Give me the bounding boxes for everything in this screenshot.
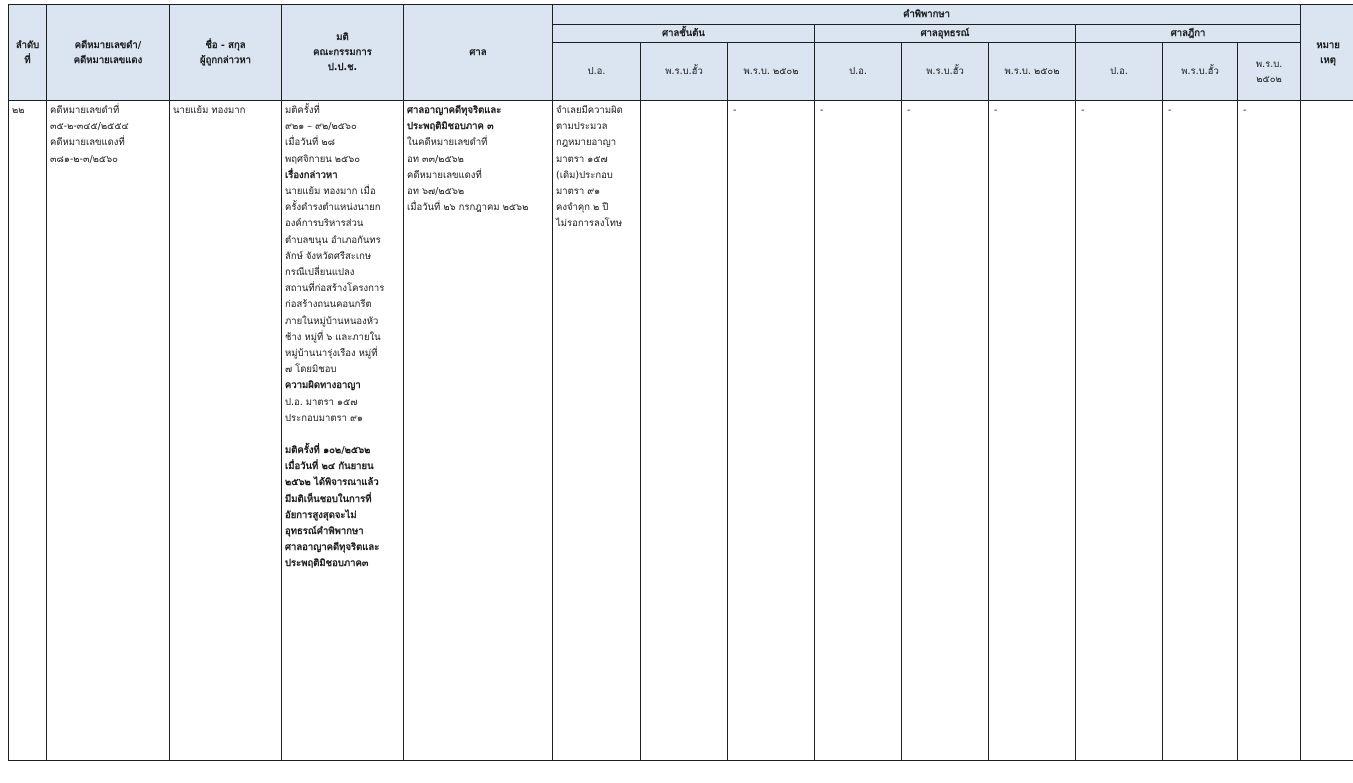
header-first-pr2502: พ.ร.บ. ๒๕๐๒ [728, 43, 815, 101]
court-case-details: ในคดีหมายเลขดำที่ อท ๓๓/๒๕๖๒ คดีหมายเลขแดงที่ อท ๖๗/๒๕๖๒ เมื่อวันที่ ๒๖ กรกฎาคม ๒๕๖๒ [407, 137, 529, 214]
header-court: ศาล [404, 5, 553, 101]
header-appeal-pr: พ.ร.บ.ฮั้ว [902, 43, 989, 101]
resolution-text-3: ป.อ. มาตรา ๑๕๗ ประกอบมาตรา ๙๑ [285, 396, 363, 424]
header-court-supreme: ศาลฎีกา [1076, 25, 1301, 43]
header-court-first-instance: ศาลชั้นต้น [553, 25, 815, 43]
table-row [9, 101, 1353, 761]
header-judgment: คำพิพากษา [553, 5, 1301, 25]
resolution-final-decision: มติครั้งที่ ๑๐๒/๒๕๖๒ เมื่อวันที่ ๒๔ กันยายน ๒๕๖๒ ได้พิจารณาแล้ว มีมติเห็นชอบในการที่ อัยการสูงสุดจะไม่ อุทธรณ์คำพิพากษา ศาลอาญาคดีทุจริตและ ประพฤติมิชอบภาค๓ [285, 445, 380, 570]
header-court-appeal: ศาลอุทธรณ์ [815, 25, 1076, 43]
cell-first-pr [641, 101, 728, 761]
header-accused-name: ชื่อ - สกุล ผู้ถูกกล่าวหา [170, 5, 282, 101]
court-name: ศาลอาญาคดีทุจริตและ ประพฤติมิชอบภาค ๓ [407, 105, 502, 133]
header-supreme-pa: ป.อ. [1076, 43, 1163, 101]
cell-nacc-resolution [282, 101, 404, 761]
header-first-pr: พ.ร.บ.ฮั้ว [641, 43, 728, 101]
header-supreme-pr2502: พ.ร.บ. ๒๕๐๒ [1238, 43, 1301, 101]
cell-case-number: คดีหมายเลขดำที่ ๓๕-๒-๓๔๕/๒๕๕๔ คดีหมายเลขแดงที่ ๓๘๑-๒-๓/๒๕๖๐ [47, 101, 170, 761]
resolution-text-1: มติครั้งที่ ๙๒๑ – ๙๒/๒๕๖๐ เมื่อวันที่ ๒๘ พฤศจิกายน ๒๕๖๐ [285, 105, 361, 165]
header-appeal-pa: ป.อ. [815, 43, 902, 101]
cell-appeal-pa: - [815, 101, 902, 761]
cell-supreme-pr: - [1163, 101, 1238, 761]
cell-first-pr2502: - [728, 101, 815, 761]
cell-court [404, 101, 553, 761]
judgment-table [8, 4, 1353, 761]
header-seq: ลำดับ ที่ [9, 5, 47, 101]
resolution-heading-criminal: ความผิดทางอาญา [285, 380, 361, 392]
header-remark: หมาย เหตุ [1301, 5, 1353, 101]
header-first-pa: ป.อ. [553, 43, 641, 101]
cell-seq: ๒๒ [9, 101, 47, 761]
header-supreme-pr: พ.ร.บ.ฮั้ว [1163, 43, 1238, 101]
cell-appeal-pr2502: - [989, 101, 1076, 761]
header-nacc-resolution: มติ คณะกรรมการ ป.ป.ช. [282, 5, 404, 101]
cell-supreme-pa: - [1076, 101, 1163, 761]
cell-supreme-pr2502: - [1238, 101, 1301, 761]
cell-first-pa: จำเลยมีความผิด ตามประมวล กฎหมายอาญา มาตรา ๑๕๗ (เดิม)ประกอบ มาตรา ๙๑ คงจำคุก ๒ ปี ไม่รอการลงโทษ [553, 101, 641, 761]
resolution-heading-allegation: เรื่องกล่าวหา [285, 169, 338, 181]
cell-appeal-pr: - [902, 101, 989, 761]
header-case-number: คดีหมายเลขดำ/ คดีหมายเลขแดง [47, 5, 170, 101]
cell-remark [1301, 101, 1353, 761]
resolution-text-2: นายแย้ม ทองมาก เมื่อ ครั้งดำรงตำแหน่งนายก องค์การบริหารส่วน ตำบลขนุน อำเภอกันทร ลักษ์ จังหวัดศรีสะเกษ กรณีเปลี่ยนแปลง สถานที่ก่อสร้างโครงการ ก่อสร้างถนนคอนกรีต ภายในหมู่บ้านหนองหัว ช้าง หมู่ที่ ๖ และภายใน หมู่บ้านนารุ่งเรือง หมู่ที่ ๗ โดยมิชอบ [285, 186, 385, 376]
header-appeal-pr2502: พ.ร.บ. ๒๕๐๒ [989, 43, 1076, 101]
cell-accused-name: นายแย้ม ทองมาก [170, 101, 282, 761]
